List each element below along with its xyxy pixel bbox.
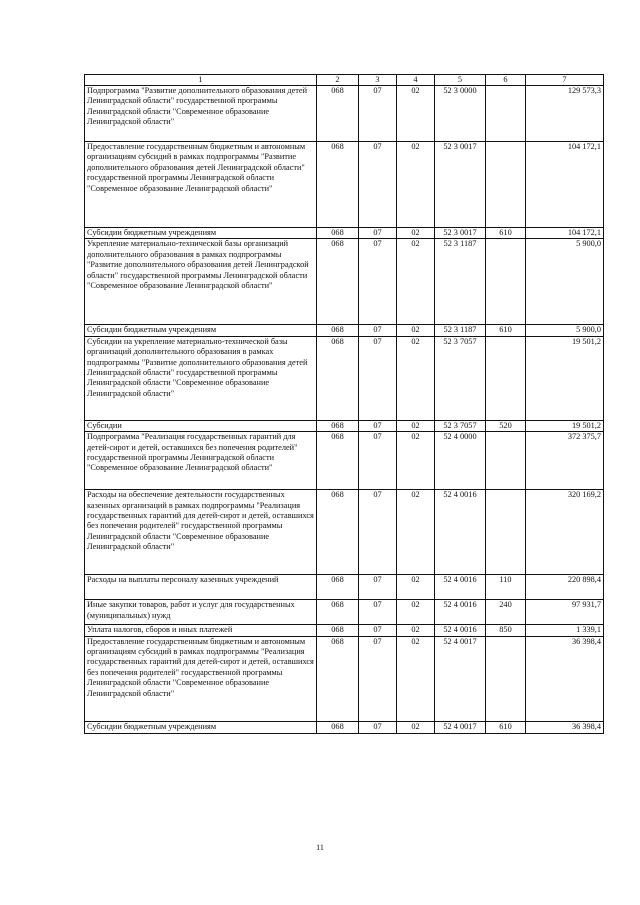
cell-c5: 52 4 0017 (435, 721, 486, 733)
cell-c4: 02 (397, 625, 435, 636)
cell-c7: 1 339,1 (526, 625, 604, 636)
cell-c6 (486, 239, 526, 325)
cell-c7: 5 900,0 (526, 239, 604, 325)
cell-c7: 372 375,7 (526, 432, 604, 490)
cell-c6 (486, 636, 526, 721)
cell-c2: 068 (317, 490, 359, 575)
cell-c2: 068 (317, 86, 359, 142)
table-row (85, 325, 604, 336)
cell-c7: 19 501,2 (526, 420, 604, 431)
cell-c2: 068 (317, 636, 359, 721)
cell-c3: 07 (359, 325, 397, 336)
cell-c6 (486, 86, 526, 142)
cell-c7: 5 900,0 (526, 325, 604, 336)
cell-c5: 52 3 7057 (435, 336, 486, 420)
cell-c2: 068 (317, 625, 359, 636)
table-row (85, 575, 604, 600)
column-header: 3 (359, 75, 397, 86)
cell-c6: 240 (486, 600, 526, 625)
column-header: 5 (435, 75, 486, 86)
table-row (85, 336, 604, 420)
cell-c5: 52 3 0017 (435, 228, 486, 239)
cell-c3: 07 (359, 86, 397, 142)
cell-c3: 07 (359, 239, 397, 325)
cell-c5: 52 4 0017 (435, 636, 486, 721)
cell-c7: 104 172,1 (526, 142, 604, 228)
column-header: 2 (317, 75, 359, 86)
cell-c5: 52 3 7057 (435, 420, 486, 431)
cell-c6 (486, 336, 526, 420)
cell-c5: 52 3 1187 (435, 325, 486, 336)
cell-c3: 07 (359, 228, 397, 239)
cell-c4: 02 (397, 600, 435, 625)
cell-c4: 02 (397, 86, 435, 142)
cell-c5: 52 4 0016 (435, 490, 486, 575)
cell-c6: 610 (486, 721, 526, 733)
cell-c5: 52 4 0000 (435, 432, 486, 490)
cell-c3: 07 (359, 336, 397, 420)
cell-c4: 02 (397, 325, 435, 336)
table-row (85, 142, 604, 228)
cell-c4: 02 (397, 575, 435, 600)
cell-c6: 850 (486, 625, 526, 636)
table-row (85, 239, 604, 325)
row-name: Подпрограмма "Реализация государственных гарантий для детей-сирот и детей, оставшихся без попечения родителей" государственной программы Ленинградской области "Современное образование Ленинградской области" (85, 432, 317, 490)
cell-c2: 068 (317, 336, 359, 420)
column-header: 1 (85, 75, 317, 86)
budget-table-container (84, 74, 604, 734)
cell-c6 (486, 490, 526, 575)
row-name: Подпрограмма "Развитие дополнительного образования детей Ленинградской области" государственной программы Ленинградской области "Современное образование Ленинградской области" (85, 86, 317, 142)
cell-c6: 110 (486, 575, 526, 600)
row-name: Уплата налогов, сборов и иных платежей (85, 625, 317, 636)
cell-c6 (486, 142, 526, 228)
table-row (85, 420, 604, 431)
cell-c4: 02 (397, 336, 435, 420)
table-row (85, 490, 604, 575)
cell-c2: 068 (317, 721, 359, 733)
cell-c7: 129 573,3 (526, 86, 604, 142)
row-name: Расходы на выплаты персоналу казенных учреждений (85, 575, 317, 600)
cell-c5: 52 3 0017 (435, 142, 486, 228)
cell-c6: 610 (486, 325, 526, 336)
cell-c3: 07 (359, 432, 397, 490)
cell-c6: 610 (486, 228, 526, 239)
column-header: 6 (486, 75, 526, 86)
row-name: Субсидии бюджетным учреждениям (85, 228, 317, 239)
cell-c4: 02 (397, 239, 435, 325)
row-name: Субсидии бюджетным учреждениям (85, 325, 317, 336)
page-number: 11 (316, 843, 324, 852)
cell-c3: 07 (359, 142, 397, 228)
column-header: 7 (526, 75, 604, 86)
cell-c3: 07 (359, 721, 397, 733)
cell-c3: 07 (359, 600, 397, 625)
row-name: Субсидии (85, 420, 317, 431)
cell-c5: 52 3 0000 (435, 86, 486, 142)
cell-c5: 52 4 0016 (435, 625, 486, 636)
table-header-row (85, 75, 604, 86)
table-row (85, 600, 604, 625)
cell-c2: 068 (317, 600, 359, 625)
cell-c2: 068 (317, 575, 359, 600)
cell-c4: 02 (397, 228, 435, 239)
row-name: Иные закупки товаров, работ и услуг для государственных (муниципальных) нужд (85, 600, 317, 625)
table-row (85, 636, 604, 721)
cell-c6: 520 (486, 420, 526, 431)
row-name: Расходы на обеспечение деятельности государственных казенных организаций в рамках подпрограммы "Реализация государственных гарантий для детей-сирот и детей, оставшихся без попечения родителей" государственной программы Ленинградской области "Современное образование Ленинградской области" (85, 490, 317, 575)
table-row (85, 721, 604, 733)
cell-c2: 068 (317, 239, 359, 325)
table-row (85, 86, 604, 142)
row-name: Субсидии на укрепление материально-технической базы организаций дополнительного образования в рамках подпрограммы "Развитие дополнительного образования детей Ленинградской области" государственной программы Ленинградской области "Современное образование Ленинградской области" (85, 336, 317, 420)
row-name: Укрепление материально-технической базы организаций дополнительного образования в рамках подпрограммы "Развитие дополнительного образования детей Ленинградской области" государственной программы Ленинградской области "Современное образование Ленинградской области" (85, 239, 317, 325)
cell-c4: 02 (397, 420, 435, 431)
cell-c4: 02 (397, 721, 435, 733)
cell-c5: 52 4 0016 (435, 600, 486, 625)
cell-c3: 07 (359, 490, 397, 575)
table-row (85, 625, 604, 636)
cell-c2: 068 (317, 420, 359, 431)
cell-c7: 320 169,2 (526, 490, 604, 575)
table-row (85, 228, 604, 239)
row-name: Предоставление государственным бюджетным и автономным организациям субсидий в рамках подпрограммы "Реализация государственных гарантий для детей-сирот и детей, оставшихся без попечения родителей" государственной программы Ленинградской области "Современное образование Ленинградской области" (85, 636, 317, 721)
cell-c3: 07 (359, 625, 397, 636)
budget-table (84, 74, 604, 734)
cell-c7: 104 172,1 (526, 228, 604, 239)
table-row (85, 432, 604, 490)
cell-c3: 07 (359, 575, 397, 600)
cell-c3: 07 (359, 636, 397, 721)
cell-c7: 19 501,2 (526, 336, 604, 420)
cell-c4: 02 (397, 490, 435, 575)
cell-c6 (486, 432, 526, 490)
cell-c2: 068 (317, 142, 359, 228)
row-name: Предоставление государственным бюджетным и автономным организациям субсидий в рамках подпрограммы "Развитие дополнительного образования детей Ленинградской области" государственной программы Ленинградской области "Современное образование Ленинградской области" (85, 142, 317, 228)
column-header: 4 (397, 75, 435, 86)
row-name: Субсидии бюджетным учреждениям (85, 721, 317, 733)
cell-c4: 02 (397, 142, 435, 228)
cell-c7: 97 931,7 (526, 600, 604, 625)
cell-c7: 36 398,4 (526, 721, 604, 733)
cell-c4: 02 (397, 636, 435, 721)
cell-c7: 36 398,4 (526, 636, 604, 721)
cell-c2: 068 (317, 325, 359, 336)
cell-c4: 02 (397, 432, 435, 490)
cell-c3: 07 (359, 420, 397, 431)
cell-c2: 068 (317, 432, 359, 490)
cell-c5: 52 3 1187 (435, 239, 486, 325)
cell-c7: 220 898,4 (526, 575, 604, 600)
cell-c2: 068 (317, 228, 359, 239)
cell-c5: 52 4 0016 (435, 575, 486, 600)
